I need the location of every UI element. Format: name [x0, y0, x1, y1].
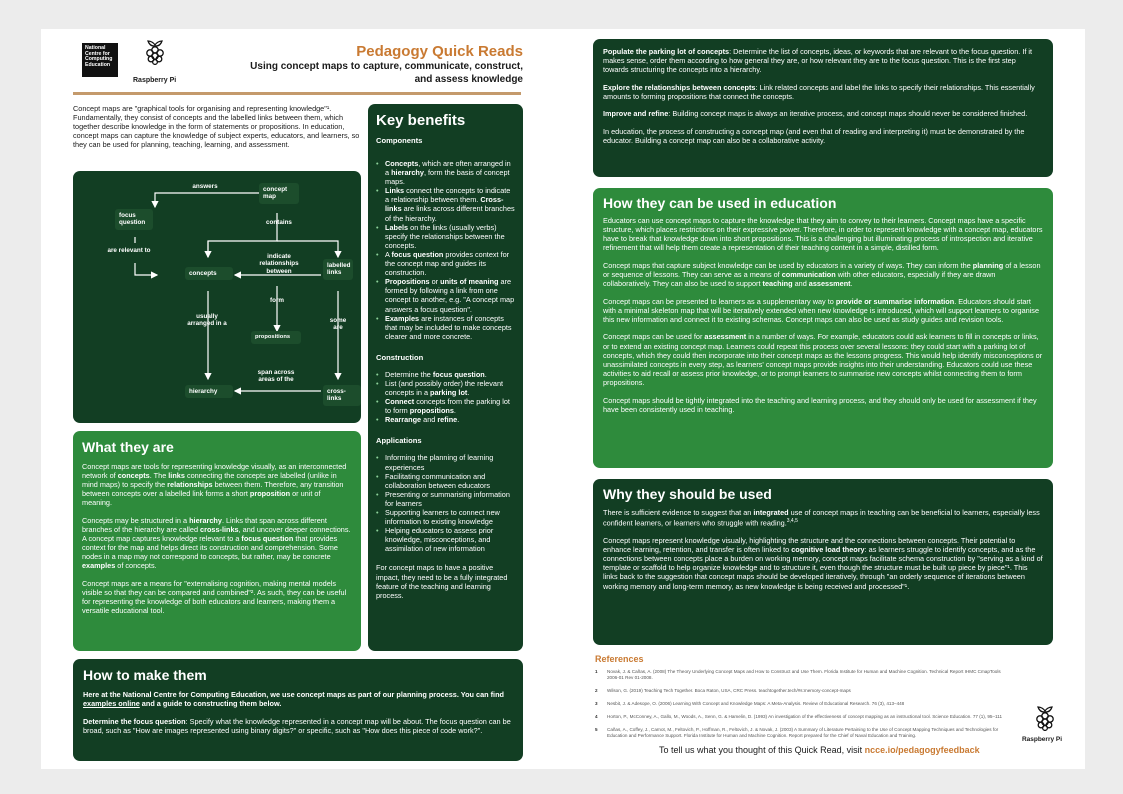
what-they-are-p2: Concepts may be structured in a hierarchy. Links that span across different branches of the hierarchy are called cross-links, and uncover deeper connections. A concept map captures knowledge relevant to a focus question that provides context for the map and helps direct its construction and comprehension. Some nodes in a map may not correspond to concepts, but rather, may be concrete examples of concepts.	[82, 515, 351, 571]
raspberry-pi-logo	[139, 39, 171, 70]
how-to-make-heading: How to make them	[83, 667, 207, 683]
why-used-p2: Concept maps represent knowledge visually, highlighting the structure and the connections between concepts. Their potential to enhance learning, retention, and transfer is often linked to cognitive load theory: as learners struggle to identify concepts, and as the connections between concepts place a burden on working memory, concept maps facilitate schema construction by "serving as a kind of template or scaffold to help organize knowledge and to structure it, even though the structure must be built up piece by piece"¹. This links back to the suggestion that concept maps should be developed iteratively, through "an orderly sequence of iterations between working memory and long-term memory, as new knowledge is being received and processed"¹.	[603, 536, 1043, 591]
what-they-are-heading: What they are	[82, 439, 174, 455]
applications-title: Applications	[376, 436, 422, 446]
left-page	[41, 29, 563, 769]
reference-item: 1 Novak, J. & Cañas, A. (2008) The Theory Underlying Concept Maps and How to Construct and Use Them. Florida Institute for Human and Machine Cognition. Technical Report IHMC CmapTools 2006-01 Rev 01-2008.	[595, 669, 1001, 680]
list-item: • A focus question provides context for the concept map and guides its construction.	[376, 250, 515, 277]
reference-item: 2 Wilson, G. (2019) Teaching Tech Together. Boca Raton, USA, CRC Press. teachtogether.tech/#s:memory-concept-maps	[595, 688, 851, 693]
construction-title: Construction	[376, 352, 424, 362]
node-hierarchy: hierarchy	[185, 385, 233, 398]
right-page	[563, 29, 1085, 769]
step-improve: Improve and refine: Building concept maps is always an iterative process, and concept maps should never be considered finished.	[603, 109, 1028, 119]
page-subtitle: Using concept maps to capture, communicate, construct, and assess knowledge	[250, 61, 523, 85]
how-used-p3: Concept maps can be presented to learners as a supplementary way to provide or summarise information. Educators should start with a minimal skeleton map that will be iteratively extended when new knowledge is introduced, which will support learners to organise this new information and connect it to existing schemas. Concept maps can also be used as study guides and revision tools.	[603, 296, 1040, 324]
why-used-section	[593, 479, 1053, 645]
construction-list	[376, 370, 515, 425]
link-span: span across areas of the	[257, 369, 295, 384]
rpi-label: Raspberry Pi	[133, 77, 177, 84]
feedback-line: To tell us what you thought of this Quick Read, visit ncce.io/pedagogyfeedback	[659, 745, 980, 755]
reference-item: 5 Cañas, A., Coffey, J., Carnot, M., Feltovich, P., Hoffman, R., Feltovich, J. & Novak, J. (2003) A Summary of Literature Pertaining to the Use of Concept Mapping Techniques and Technologies for Education and Performance Support. Florida Institute for Human and Machine Cognition. Report prepared for the Chief of Naval Education and Training.	[595, 727, 999, 738]
list-item: • Links connect the concepts to indicate a relationship between them. Cross-links are links across different branches of the hierarchy.	[376, 186, 515, 222]
how-used-section	[593, 188, 1053, 468]
node-focus-question: focus question	[115, 209, 153, 230]
list-item: • Facilitating communication and collaboration between educators	[376, 472, 515, 490]
link-indicate: indicate relationships between	[259, 253, 299, 275]
step-demonstrate: In education, the process of constructing a concept map (and even that of reading and interpreting it) must be demonstrated by the educator. Building a concept map can also be a collaborative activity.	[603, 127, 1025, 146]
steps-continued-section	[593, 39, 1053, 177]
raspberry-icon	[1033, 705, 1057, 731]
examples-online-link[interactable]: examples online	[83, 699, 140, 709]
link-usually: usually arranged in a	[187, 313, 227, 328]
what-they-are-p1: Concept maps are tools for representing knowledge visually, as an interconnected network of concepts. The links connecting the concepts are labelled (unlike in mind maps) to specify the relationships between them. Therefore, any transition between concepts over a labelled link forms a short proposition or unit of meaning.	[82, 462, 347, 508]
list-item: • Supporting learners to connect new information to existing knowledge	[376, 508, 515, 526]
step-populate: Populate the parking lot of concepts: Determine the list of concepts, ideas, or keywords that are relevant to the focus question. If it makes sense, order them according to how general they are, or how relevant they are to the focus question. This is the first step towards structuring the concepts into a hierarchy.	[603, 47, 1033, 75]
list-item: • Presenting or summarising information for learners	[376, 490, 515, 508]
raspberry-icon	[143, 39, 167, 65]
intro-text: Concept maps are "graphical tools for organising and representing knowledge"¹. Fundamentally, they consist of concepts and the labelled links between them, which together describe knowledge in the form of statements or propositions. In education, concept maps can capture the knowledge of subject experts, educators, and learners, so they can be used for planning, teaching, learning, and assessment.	[73, 104, 360, 150]
applications-list	[376, 453, 515, 553]
reference-item: 4 Horton, P., McConney, A., Gallo, M., Woods, A., Senn, G. & Hamelin, D. (1993) An investigation of the effectiveness of concept mapping as an instructional tool. Science Education. 77 (1), 95–111	[595, 714, 1003, 719]
concept-map-diagram	[73, 171, 361, 423]
page-title: Pedagogy Quick Reads	[356, 43, 523, 60]
list-item: • List (and possibly order) the relevant concepts in a parking lot.	[376, 379, 515, 397]
node-concept-map: concept map	[259, 183, 299, 204]
list-item: • Informing the planning of learning experiences	[376, 453, 515, 471]
link-relevant-to: are relevant to	[107, 247, 151, 254]
list-item: • Connect concepts from the parking lot to form propositions.	[376, 397, 515, 415]
how-used-p1: Educators can use concept maps to capture the knowledge that they aim to convey to their learners. Concept maps have a specific structure, which places restrictions on their expressive power. Therefore, in order to represent knowledge with a concept map, educators have to break that knowledge down into short propositions. This is a challenging but illuminating process of introspection and iterative refinement that will help them create a representation of their teaching content in a simple, distilled form.	[603, 216, 1043, 253]
link-answers: answers	[192, 183, 218, 190]
ncce-logo: National Centre for Computing Education	[82, 43, 118, 77]
key-benefits-section	[368, 104, 523, 651]
node-propositions: propositions	[251, 331, 301, 344]
node-concepts: concepts	[185, 267, 233, 280]
node-cross-links: cross-links	[323, 385, 361, 406]
references-heading: References	[595, 654, 644, 664]
header-rule	[73, 92, 521, 95]
list-item: • Helping educators to assess prior knowledge, misconceptions, and assimilation of new information	[376, 526, 515, 553]
why-used-heading: Why they should be used	[603, 486, 772, 502]
list-item: • Determine the focus question.	[376, 370, 515, 379]
reference-item: 3 Nesbit, J. & Adesope, O. (2006) Learning With Concept and Knowledge Maps: A Meta-Analysis. Review of Educational Research. 76 (3), 413–448	[595, 701, 905, 706]
list-item: • Propositions or units of meaning are formed by following a link from one concept to another, e.g. "A concept map answers a focus question".	[376, 277, 515, 313]
key-benefits-heading: Key benefits	[376, 112, 466, 129]
components-list	[376, 159, 515, 341]
footer-rpi-label: Raspberry Pi	[1021, 736, 1063, 743]
link-contains: contains	[266, 219, 292, 226]
how-used-p5: Concept maps should be tightly integrated into the teaching and learning process, and they should only be used for assessment if they have been consistently used in teaching.	[603, 395, 1037, 414]
link-some-are: some are	[329, 317, 347, 332]
list-item: • Concepts, which are often arranged in a hierarchy, form the basis of concept maps.	[376, 159, 515, 186]
how-used-heading: How they can be used in education	[603, 195, 837, 211]
what-they-are-p3: Concept maps are a means for "externalising cognition, making mental models visible so that they can be compared and combined"². As such, they can be useful for representing the knowledge of both educators and learners, making them a versatile educational tool.	[82, 579, 347, 616]
list-item: • Rearrange and refine.	[376, 415, 515, 424]
how-to-make-p2: Determine the focus question: Specify what the knowledge represented in a concept map will be about. The focus question can be broad, such as "How are images represented using binary digits?" or specific, such as "How does this piece of code work?".	[83, 716, 511, 735]
key-benefits-closing: For concept maps to have a positive impact, they need to be a fully integrated feature of the teaching and learning process.	[376, 563, 508, 600]
footer-rpi-logo	[1021, 705, 1065, 743]
how-used-p2: Concept maps that capture subject knowledge can be used by educators in a variety of ways. They can inform the planning of a lesson or sequence of lessons. They can serve as a means of communication with other educators, especially if they are drawn collaboratively. They can also be used to support teaching and assessment.	[603, 260, 1041, 289]
step-explore: Explore the relationships between concepts: Link related concepts and label the links to specify their relationships. This essentially amounts to forming propositions that connect the concepts.	[603, 82, 1035, 101]
how-to-make-p1: Here at the National Centre for Computing Education, we use concept maps as part of our planning process. You can find examples online and a guide to constructing them below.	[83, 690, 504, 709]
how-used-p4: Concept maps can be used for assessment in a number of ways. For example, educators could ask learners to fill in concepts or links, or to extend an existing concept map. Learners could repeat this process over several lessons: they could start with a parking lot of concepts, which they could then incorporate into their concept maps as the lessons progress. This would help identify misconceptions or unassimilated concepts in every step, as learners' concept maps provide insights into their understanding. Educators could use these activities to aid recall or assess prior knowledge, or to prompt learners to summarise new concepts whilst connecting them to form propositions.	[603, 332, 1043, 387]
link-form: form	[270, 297, 284, 304]
components-title: Components	[376, 136, 423, 145]
list-item: • Examples are instances of concepts that may be included to make concepts clearer and more concrete.	[376, 314, 515, 341]
node-labelled-links: labelled links	[323, 259, 353, 280]
feedback-link[interactable]: ncce.io/pedagogyfeedback	[864, 745, 980, 755]
list-item: • Labels on the links (usually verbs) specify the relationships between the concepts.	[376, 223, 515, 250]
how-to-make-section	[73, 659, 523, 761]
what-they-are-section	[73, 431, 361, 651]
why-used-p1: There is sufficient evidence to suggest that an integrated use of concept maps in teaching can be beneficial to learners, especially less confident learners, or learners who struggle with reading.$^{3,4,5}$	[603, 508, 1040, 528]
references-section	[595, 654, 1005, 746]
